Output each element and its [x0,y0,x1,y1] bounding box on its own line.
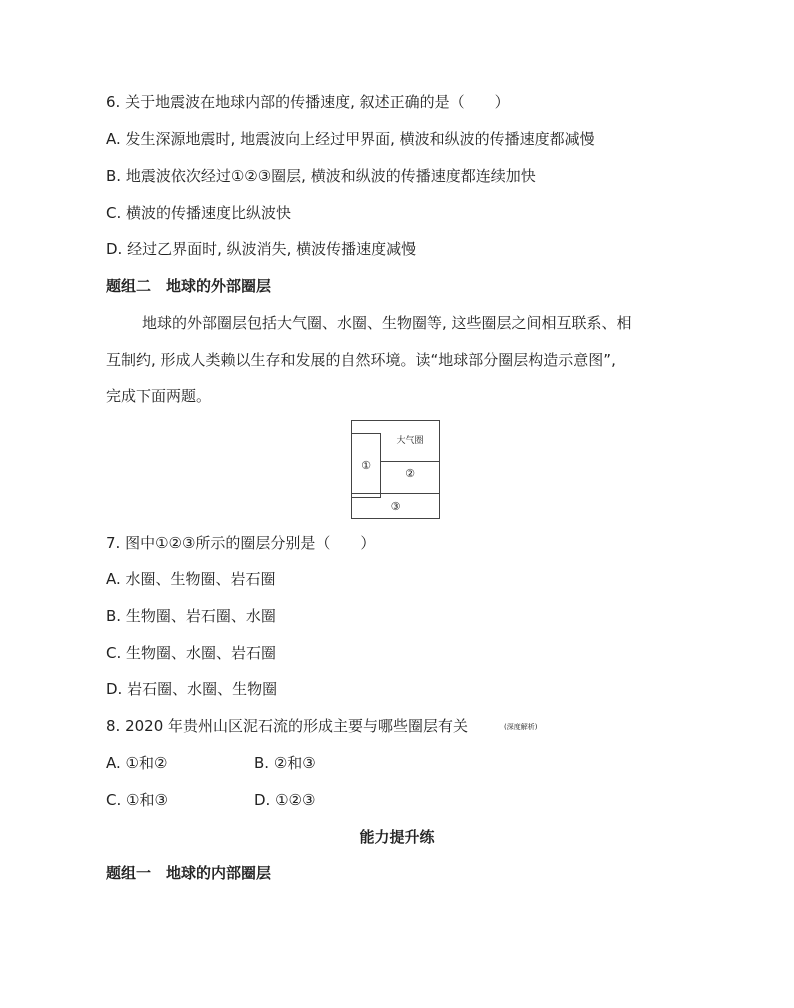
q8-option-c: C. ①和③ [106,791,168,809]
q6-option-c: C. 横波的传播速度比纵波快 [106,204,292,222]
q6-stem: 6. 关于地震波在地球内部的传播速度, 叙述正确的是（ ） [106,93,510,111]
q8-options-row2 [106,790,506,810]
q6-option-a: A. 发生深源地震时, 地震波向上经过甲界面, 横波和纵波的传播速度都减慢 [106,130,595,148]
q6-option-d: D. 经过乙界面时, 纵波消失, 横波传播速度减慢 [106,240,417,258]
group2-intro-line3: 完成下面两题。 [106,387,212,405]
group1-title: 题组一 地球的内部圈层 [106,864,272,882]
q8-option-b: B. ②和③ [254,754,316,772]
diagram-region-1: ① [352,433,381,498]
section-title: 能力提升练 [359,828,435,846]
sphere-structure-diagram [351,420,440,519]
q7-option-a: A. 水圈、生物圈、岩石圈 [106,570,276,588]
q7-stem: 7. 图中①②③所示的圈层分别是（ ） [106,534,376,552]
group2-title: 题组二 地球的外部圈层 [106,277,272,295]
q8-options-row1 [106,753,506,773]
q7-option-c: C. 生物圈、水圈、岩石圈 [106,644,277,662]
diagram-region-3: ③ [352,493,439,518]
group2-intro-line2: 互制约, 形成人类赖以生存和发展的自然环境。读“地球部分圈层构造示意图”, [106,351,616,369]
diagram-region-2: ② [381,461,439,485]
q8-stem [106,716,538,737]
q7-option-b: B. 生物圈、岩石圈、水圈 [106,607,276,625]
q8-option-a: A. ①和② [106,754,168,772]
diagram-label-atmosphere: 大气圈 [396,435,424,446]
q6-option-b: B. 地震波依次经过①②③圈层, 横波和纵波的传播速度都连续加快 [106,167,536,185]
q7-option-d: D. 岩石圈、水圈、生物圈 [106,680,278,698]
group2-intro-line1: 地球的外部圈层包括大气圈、水圈、生物圈等, 这些圈层之间相互联系、相 [142,314,632,332]
deep-analysis-badge: (深度解析) [504,723,538,731]
q8-stem-text: 8. 2020 年贵州山区泥石流的形成主要与哪些圈层有关 [106,717,469,735]
q8-option-d: D. ①②③ [254,791,316,809]
